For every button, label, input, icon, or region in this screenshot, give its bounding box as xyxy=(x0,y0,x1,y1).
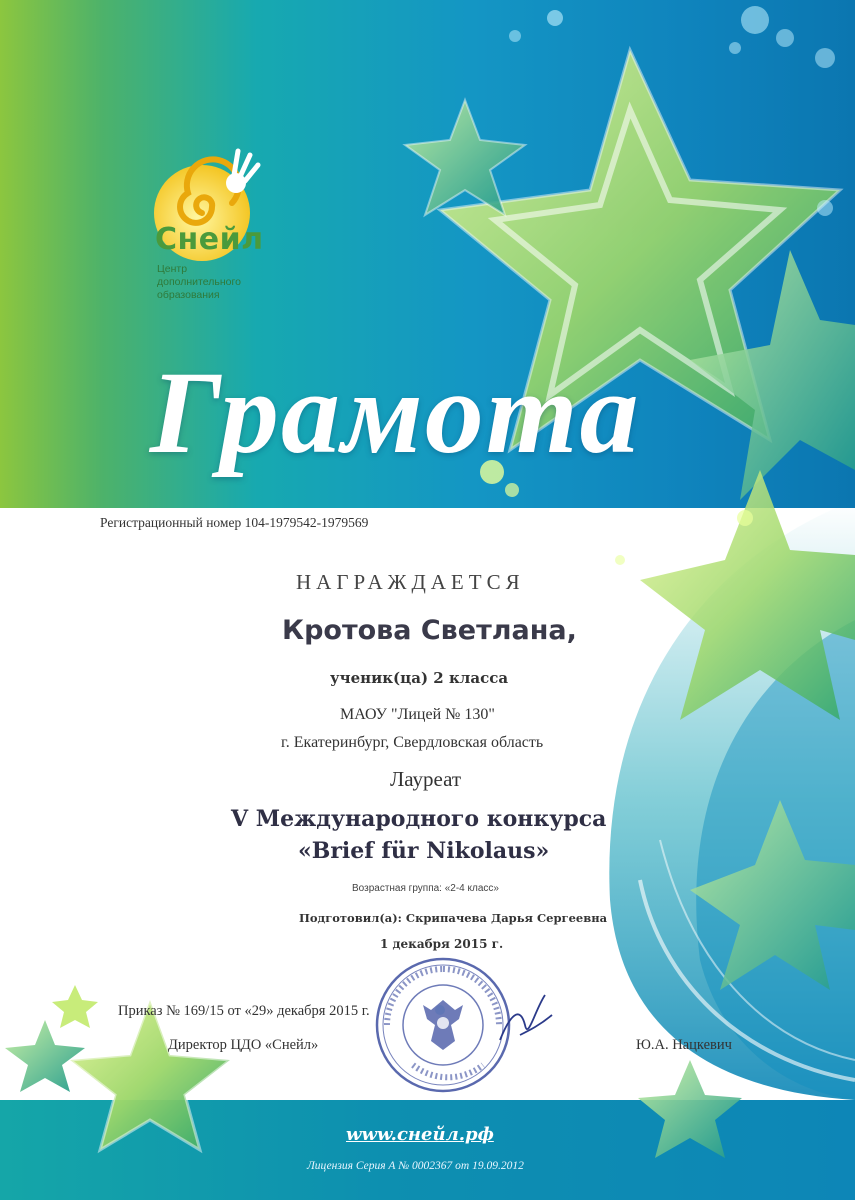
awarded-label: НАГРАЖДАЕТСЯ xyxy=(296,570,525,594)
logo-subtitle xyxy=(157,263,287,302)
signature xyxy=(490,985,560,1055)
recipient-city: г. Екатеринбург, Свердловская область xyxy=(281,734,544,751)
recipient-name: Кротова Светлана, xyxy=(282,615,577,646)
logo-subtitle-line: дополнительного xyxy=(157,276,241,288)
award-status: Лауреат xyxy=(390,767,462,791)
certificate-title: Грамота xyxy=(150,347,641,478)
logo-subtitle-line: Центр xyxy=(157,263,188,275)
age-group: Возрастная группа: «2-4 класс» xyxy=(352,883,499,894)
order-number: Приказ № 169/15 от «29» декабря 2015 г. xyxy=(118,1003,370,1019)
award-date: 1 декабря 2015 г. xyxy=(380,937,504,951)
logo-subtitle-line: образования xyxy=(157,289,220,301)
contest-name-line1: V Международного конкурса xyxy=(231,806,607,832)
recipient-school: МАОУ "Лицей № 130" xyxy=(340,706,495,723)
registration-number: Регистрационный номер 104-1979542-1979569 xyxy=(100,515,369,530)
contest-name-line2: «Brief für Nikolaus» xyxy=(298,838,550,864)
recipient-grade: ученик(ца) 2 класса xyxy=(330,669,509,687)
website-link[interactable]: www.снейл.рф xyxy=(346,1124,494,1145)
director-label: Директор ЦДО «Снейл» xyxy=(168,1037,319,1053)
prepared-by: Подготовил(а): Скрипачева Дарья Сергеевна xyxy=(299,911,608,925)
director-name: Ю.А. Нацкевич xyxy=(636,1037,732,1053)
license-info: Лицензия Серия А № 0002367 от 19.09.2012 xyxy=(307,1160,524,1172)
logo-name: Снейл xyxy=(155,222,264,257)
